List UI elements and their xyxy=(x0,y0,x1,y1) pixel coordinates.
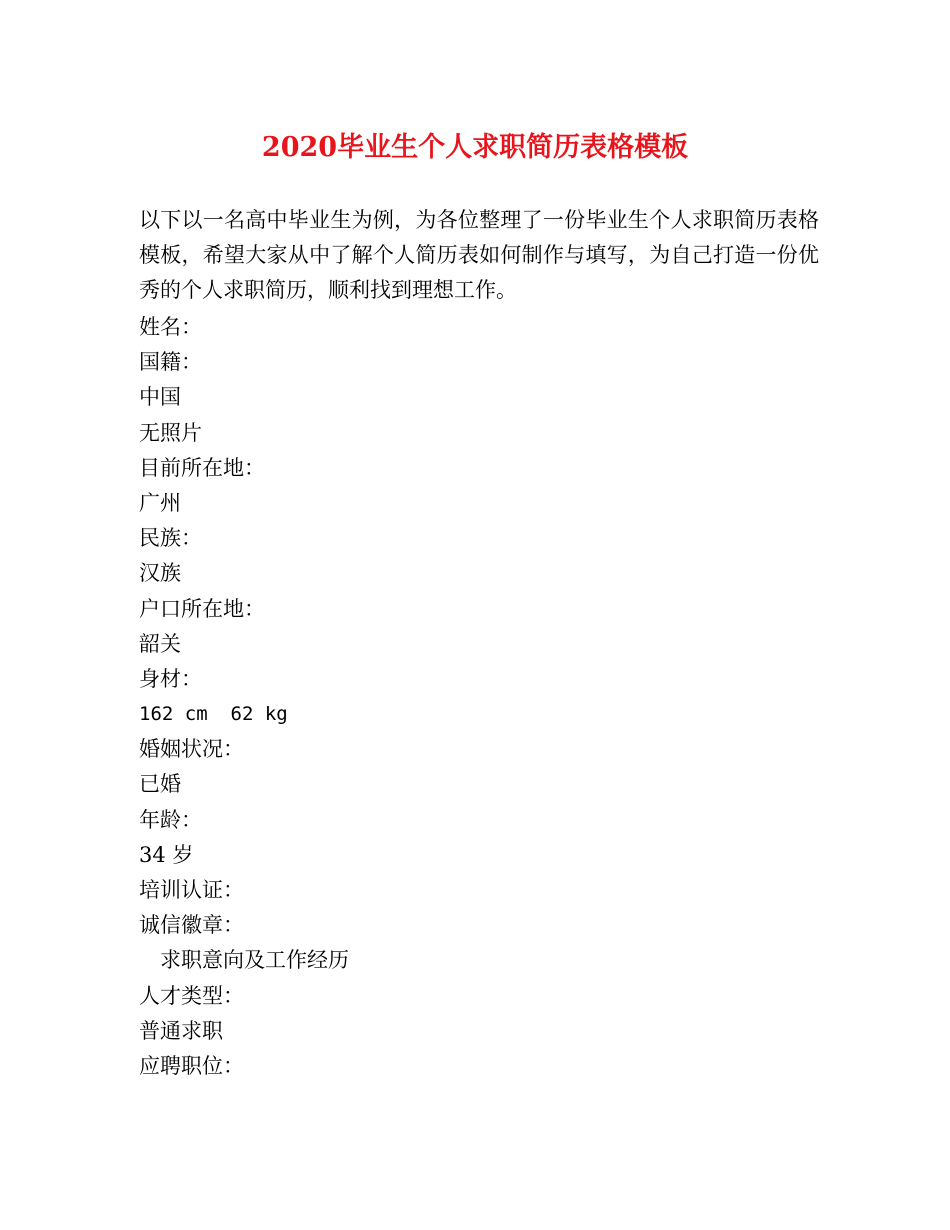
document-title: 2020毕业生个人求职简历表格模板 xyxy=(261,132,689,163)
field-label-training-certification: 培训认证： xyxy=(139,878,244,902)
field-value-ethnicity: 汉族 xyxy=(139,561,181,586)
field-label-ethnicity: 民族： xyxy=(139,526,202,551)
field-value-photo: 无照片 xyxy=(139,420,202,445)
field-label-marital-status: 婚姻状况： xyxy=(139,737,244,762)
field-label-physique: 身材： xyxy=(139,666,202,691)
field-label-household-registration: 户口所在地： xyxy=(139,596,265,621)
field-label-nationality: 国籍： xyxy=(139,350,202,375)
field-value-physique: 162 cm 62 kg xyxy=(139,703,288,726)
section-heading-job-intention: 求职意向及工作经历 xyxy=(160,948,349,973)
field-value-nationality: 中国 xyxy=(139,385,181,410)
intro-paragraph: 以下以一名高中毕业生为例，为各位整理了一份毕业生个人求职简历表格模板，希望大家从中了解个人简历表如何制作与填写，为自己打造一份优秀的个人求职简历，顺利找到理想工作。 xyxy=(139,208,819,302)
field-label-current-location: 目前所在地： xyxy=(139,455,265,480)
field-label-talent-type: 人才类型： xyxy=(139,983,244,1008)
field-label-integrity-badge: 诚信徽章： xyxy=(139,913,244,938)
resume-field-list xyxy=(139,310,349,1084)
field-value-household-registration: 韶关 xyxy=(139,631,181,656)
field-label-name: 姓名： xyxy=(139,315,202,339)
field-value-current-location: 广州 xyxy=(139,490,181,515)
field-label-age: 年龄： xyxy=(139,807,202,832)
field-value-talent-type: 普通求职 xyxy=(139,1018,223,1043)
field-value-age: 34 岁 xyxy=(139,842,194,867)
field-value-marital-status: 已婚 xyxy=(139,772,181,797)
field-label-applied-position: 应聘职位： xyxy=(139,1053,244,1078)
